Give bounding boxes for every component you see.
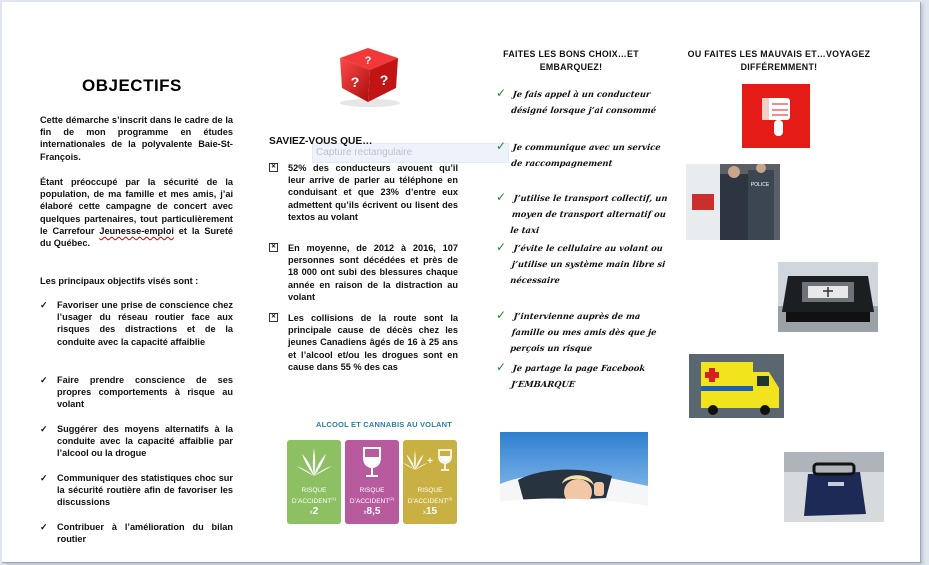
p2-part-b: et la Sureté du Québec. [40,225,233,249]
p2-part-a: Étant préoccupé par la sécurité de la population, de ma famille et mes amis, j’ai élaboré cette campagne de concert avec quelques partenaires, tout particulièrement le Carrefour [40,177,233,236]
checkmark-icon: ✓ [496,190,507,204]
checkbox-bullet-icon: ✕ [270,244,277,250]
risk-box-cannabis [287,440,341,524]
checkmark-icon: ✓ [496,240,507,254]
mauvais-choix-title: OU FAITES LES MAUVAIS ET…VOYAGEZ DIFFÉREMMENT! [687,49,871,72]
cannabis-plus-wine-icon [403,446,457,478]
checkmark-icon: ✓ [496,86,507,100]
check-icon: ✓ [40,424,48,434]
svg-text:+: + [427,456,433,467]
bag-photo [784,452,884,522]
check-icon: ✓ [40,522,48,532]
risk-box-alcool [345,440,399,524]
risk-value: x2 [309,506,319,517]
checkmark-icon: ✓ [496,139,507,153]
police-officers-photo [686,164,780,240]
check-icon: ✓ [40,300,48,310]
svg-text:?: ? [379,72,389,88]
objectifs-paragraph-1: Cette démarche s’inscrit dans le cadre de la fin de mon programme en études internationales de la polyvalente Baie-St-François. [40,115,233,162]
ambulance-photo [689,354,784,418]
alcool-cannabis-title: ALCOOL ET CANNABIS AU VOLANT [316,420,453,429]
saviez-title: SAVIEZ-VOUS QUE… [269,136,373,147]
svg-text:?: ? [350,74,360,90]
check-icon: ✓ [40,473,48,483]
checkbox-bullet-icon: ✕ [270,314,277,320]
checkbox-bullet-icon: ✕ [270,164,277,170]
objectifs-title: OBJECTIFS [82,76,182,95]
objectifs-paragraph-2 [40,176,233,249]
cannabis-leaf-icon [287,446,341,478]
risk-label: RISQUE D’ACCIDENT$^{(3)}$ [407,487,453,506]
car-thumbs-up-photo [500,432,648,524]
risk-value: x8,5 [363,506,381,517]
document-page: OBJECTIFS Cette démarche s’inscrit dans le cadre de la fin de mon programme en études internationales de la polyvalente Baie-St-François. Étant préoccupé par la sécurité de la population, de ma famille et mes amis, j’ai élaboré cette campagne de concert avec quelques partenaires, tout particulièrement le Carrefour Jeunesse-emploi et la Sureté du Québec. Les principaux objectifs visés sont : ✓ Favoriser une prise de conscience chez l’usager du réseau routier face aux risques des distractions et de la conduite avec la capacité affaiblie ✓ Faire prendre conscience de ses propres comportements à risque au volant ✓ Suggérer des moyens alternatifs à la conduite avec la capacité affaiblie par l’alcool ou la drogue ✓ Communiquer des statistiques choc sur la sécurité routière afin de favoriser les discussions ✓ Contribuer à l’amélioration du bilan routier ? ? ? Capture rectangulaire SAVIEZ-VOUS QUE… ✕ 52% des conducteurs avouent qu’il leur arrive de parler au téléphone en conduisant et que 23% d’entre eux admettent qu’ils écrivent ou lisent des textos au volant ✕ En moyenne, de 2012 à 2016, 107 personnes sont décédées et près de 18 000 ont subi des blessures chaque année en raison de la distraction au volant ✕ Les collisions de la route sont la principale cause de décès chez les jeunes Canadiens âgés de 16 à 25 ans et l’alcool et/ou les drogues sont en cause dans 55 % des cas ALCOOL ET CANNABIS AU VOLANT RISQUE D’ACCIDENT$^{(1)}$ x2 RISQUE D’ACCIDENT$^{(2)}$ x8,5 + RISQUE D’ACCIDENT$^{(3)}$ x15 FAITES LES BONS CHOIX…ET EMBARQUEZ! ✓ Je fais appel à un conducteur désigné lorsque j’ai consommé ✓ Je communique avec un service de raccompagnement ✓ J’utilise le transport collectif, un moyen de transport alternatif ou le taxi ✓ J’évite le cellulaire au volant ou j’utilise un système main libre si nécessaire ✓ J’intervienne auprès de ma famille ou mes amis dès que je perçois un risque ✓ Je partage la page Facebook J’EMBARQUE OU FAITES LES MAUVAIS ET…VOYAGEZ DIFFÉREMMENT! POLICE [2,2,921,563]
capture-overlay-label: Capture rectangulaire [312,143,509,163]
risk-label: RISQUE D’ACCIDENT$^{(2)}$ [349,487,395,506]
risk-box-cannabis-alcool [403,440,457,524]
thumbs-down-icon [742,84,810,148]
checkmark-icon: ✓ [496,308,507,322]
risk-label: RISQUE D’ACCIDENT$^{(1)}$ [291,487,337,506]
hearse-photo [778,262,878,332]
police-text: POLICE [750,182,770,188]
checkmark-icon: ✓ [496,360,507,374]
objectifs-paragraph-3: Les principaux objectifs visés sont : [40,276,199,286]
check-icon: ✓ [40,375,48,385]
p2-jeunesse-emploi: Jeunesse-emploi [99,225,174,236]
risk-value: x15 [422,506,438,517]
svg-text:?: ? [364,55,372,67]
bons-choix-title: FAITES LES BONS CHOIX…ET EMBARQUEZ! [503,49,639,72]
wine-glass-icon [345,446,399,478]
dice-icon [328,42,408,108]
